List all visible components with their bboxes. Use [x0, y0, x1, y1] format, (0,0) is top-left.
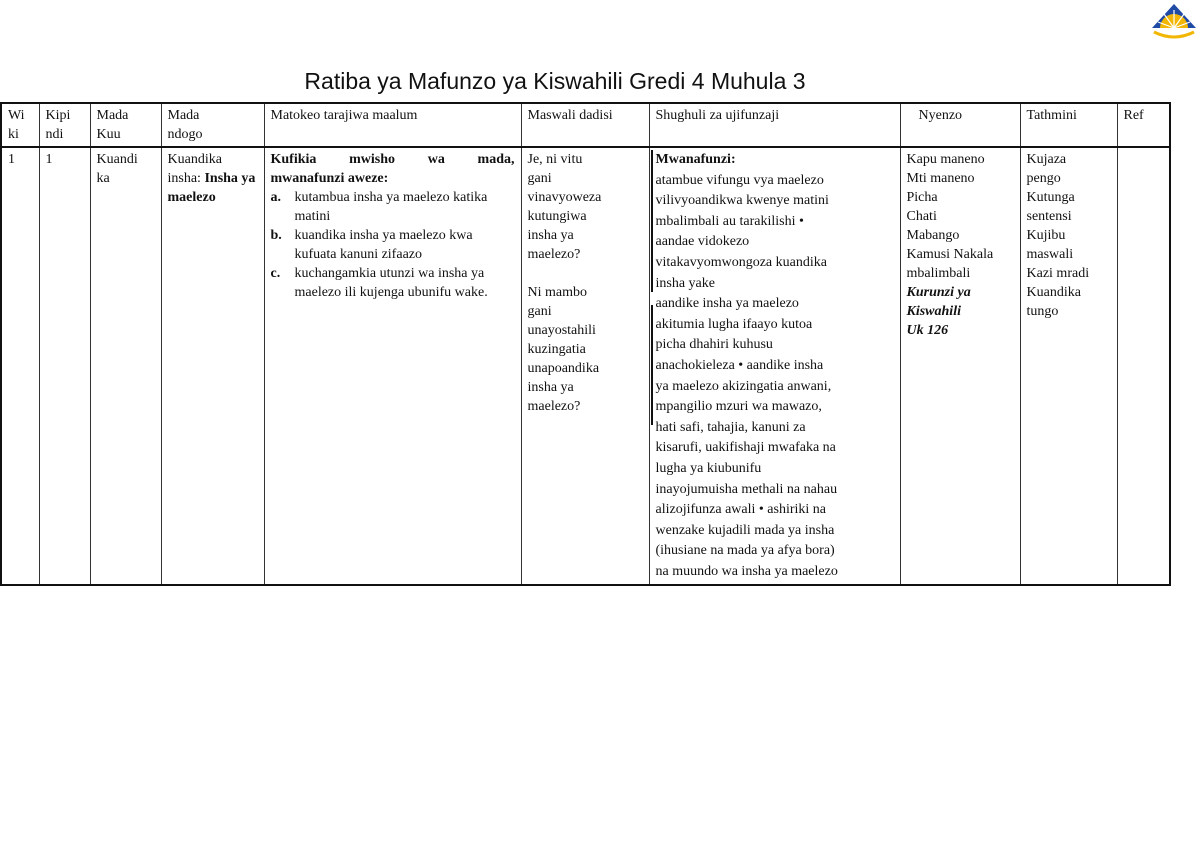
matokeo-intro-2: mwanafunzi aweze:: [270, 171, 389, 186]
list-item: b. kuandika insha ya maelezo kwa kufuata kanuni zifaazo: [270, 228, 473, 262]
cell-wiki: 1: [1, 147, 39, 585]
shughuli-heading: Mwanafunzi:: [655, 152, 736, 167]
header-kipindi: Kipi ndi: [39, 103, 90, 147]
cell-maswali: Je, ni vitu gani vinavyoweza kutungiwa insha ya maelezo? Ni mambo gani unayostahili kuzingatia unapoandika insha ya maelezo?: [521, 147, 649, 585]
header-tathmini: Tathmini: [1020, 103, 1117, 147]
scheme-of-work-table: [0, 102, 1171, 586]
matokeo-list: [271, 188, 515, 302]
table-row: [1, 147, 1170, 585]
list-item: a. kutambua insha ya maelezo katika matini: [270, 190, 488, 224]
page-title: Ratiba ya Mafunzo ya Kiswahili Gredi 4 Muhula 3: [304, 68, 806, 94]
nyenzo-book-ref: Kurunzi ya: [906, 285, 971, 300]
sunrise-logo-icon: [1150, 2, 1198, 40]
cell-shughuli: Mwanafunzi: atambue vifungu vya maelezo vilivyoandikwa kwenye matini mbalimbali au tarakilishi • aandae vidokezo vitakavyomwongoza kuandika insha yake aandike insha ya maelezo akitumia lugha ifaayo kutoa picha dhahiri kuhusu anachokieleza • aandike insha ya maelezo akizingatia anwani, mpangilio mzuri wa mawazo, hati safi, tahajia, kanuni za kisarufi, uakifishaji mwafaka na lugha ya kiubunifu inayojumuisha methali na nahau alizojifunza awali • ashiriki na wenzake kujadili mada ya insha (ihusiane na mada ya afya bora) na muundo wa insha ya maelezo: [649, 147, 900, 585]
header-wiki: Wi ki: [1, 103, 39, 147]
header-mada-kuu: Mada Kuu: [90, 103, 161, 147]
cell-matokeo: [264, 147, 521, 585]
cell-nyenzo: Kapu maneno Mti maneno Picha Chati Mabango Kamusi Nakala mbalimbali Kurunzi ya Kiswahili Uk 126: [900, 147, 1020, 585]
list-item: c. kuchangamkia utunzi wa insha ya maelezo ili kujenga ubunifu wake.: [270, 266, 488, 300]
header-ref: Ref: [1117, 103, 1170, 147]
cell-kipindi: 1: [39, 147, 90, 585]
header-maswali: Maswali dadisi: [521, 103, 649, 147]
cell-tathmini: Kujaza pengo Kutunga sentensi Kujibu maswali Kazi mradi Kuandika tungo: [1020, 147, 1117, 585]
header-nyenzo: Nyenzo: [900, 103, 1020, 147]
table-header-row: [1, 103, 1170, 147]
header-matokeo: Matokeo tarajiwa maalum: [264, 103, 521, 147]
cell-mada-kuu: Kuandi ka: [90, 147, 161, 585]
header-mada-ndogo: Mada ndogo: [161, 103, 264, 147]
cell-mada-ndogo: Kuandika insha: Insha ya maelezo: [161, 147, 264, 585]
cell-ref: [1117, 147, 1170, 585]
header-shughuli: Shughuli za ujifunzaji: [649, 103, 900, 147]
matokeo-intro: Kufikia mwisho wa mada,: [270, 152, 515, 167]
